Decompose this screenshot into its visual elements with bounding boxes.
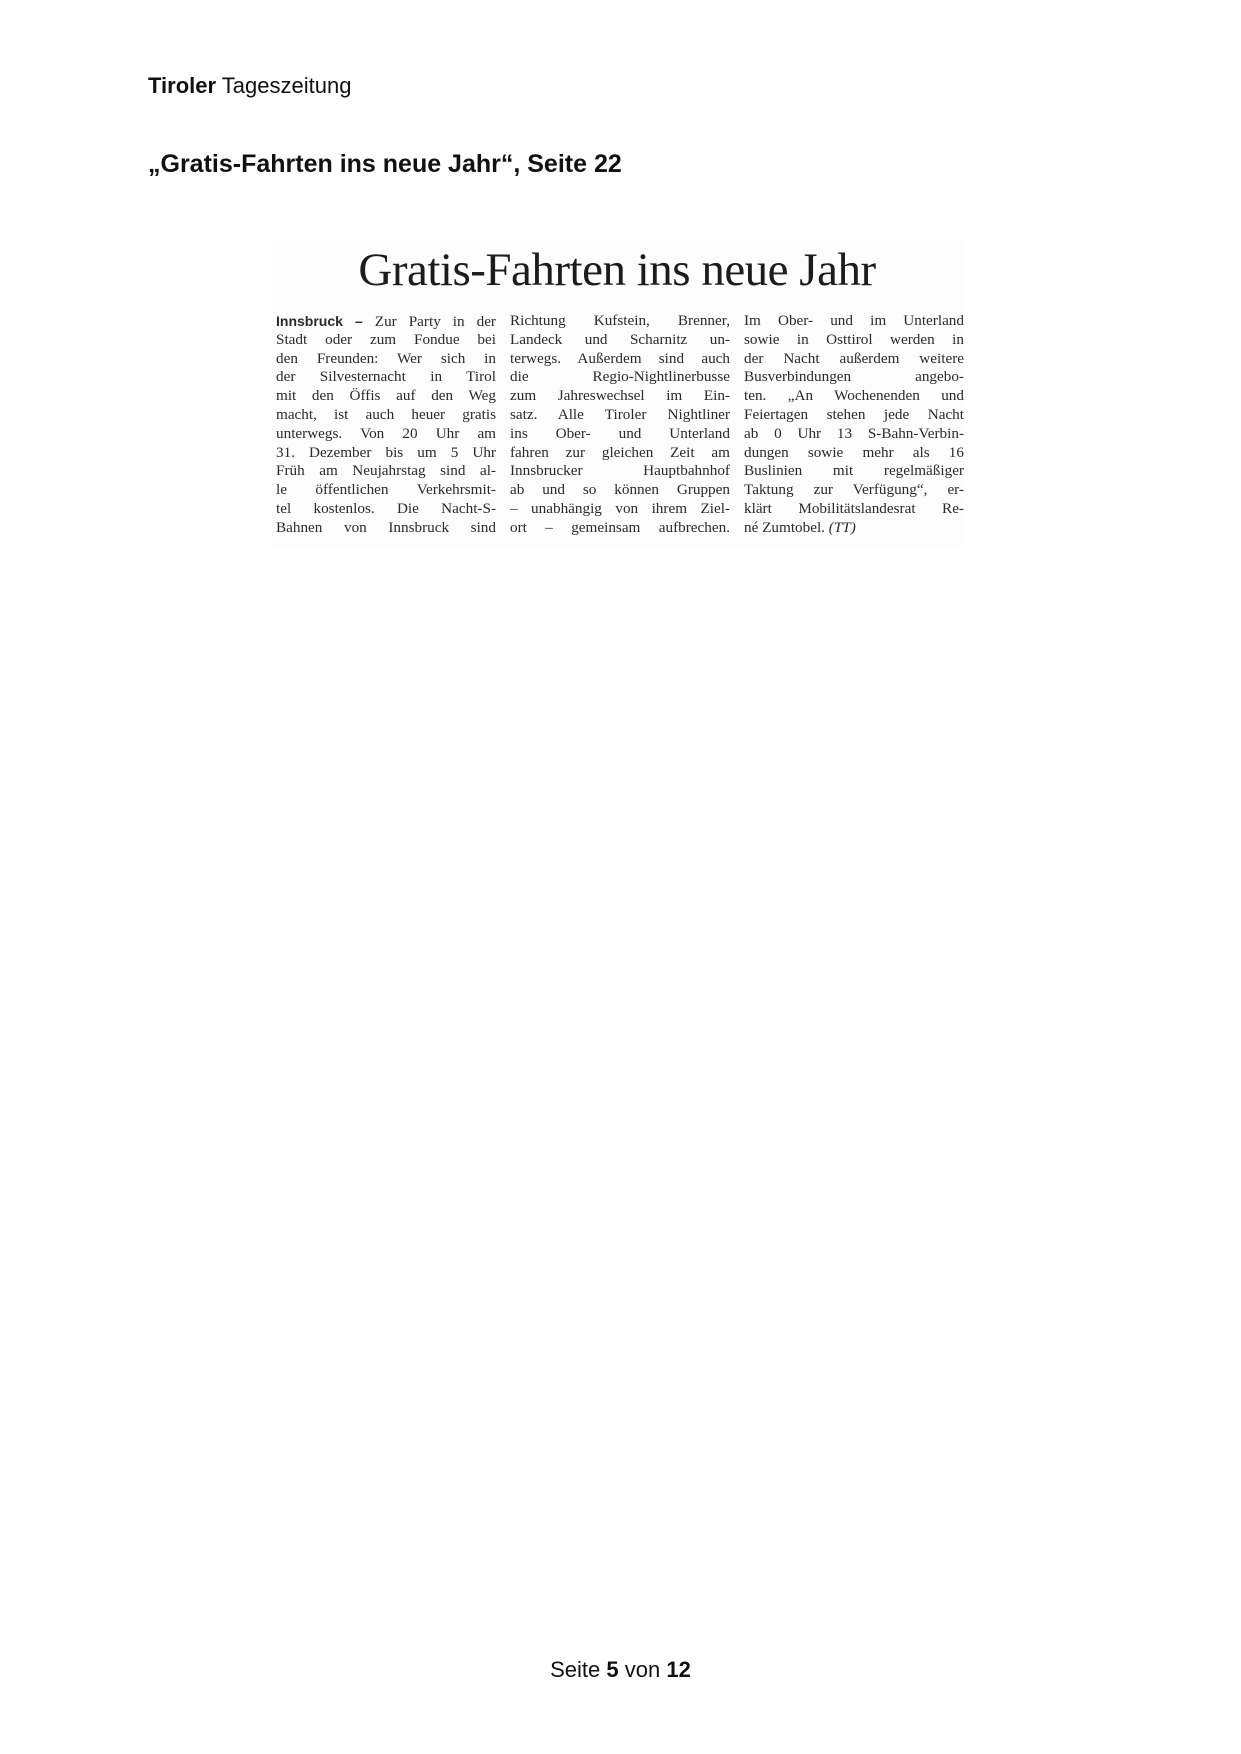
article-line: Früh am Neujahrstag sind al- <box>276 462 496 480</box>
article-line: Busverbindungen angebo- <box>744 368 964 386</box>
article-line: 31. Dezember bis um 5 Uhr <box>276 443 496 461</box>
article-line: Buslinien mit regelmäßiger <box>744 462 964 480</box>
publication-name-bold: Tiroler <box>148 73 217 98</box>
publication-name <box>148 72 351 100</box>
article-dateline: Innsbruck – <box>276 313 363 329</box>
article-line: ab und so können Gruppen <box>510 481 730 499</box>
article-line: fahren zur gleichen Zeit am <box>510 443 730 461</box>
article-line: dungen sowie mehr als 16 <box>744 443 964 461</box>
article-line: Richtung Kufstein, Brenner, <box>510 312 730 329</box>
article-line: Bahnen von Innsbruck sind <box>276 518 496 536</box>
article-line: terwegs. Außerdem sind auch <box>510 349 730 367</box>
article-line: macht, ist auch heuer gratis <box>276 405 496 423</box>
article-signoff: (TT) <box>828 518 856 536</box>
article-line: unterwegs. Von 20 Uhr am <box>276 424 496 442</box>
document-title: „Gratis-Fahrten ins neue Jahr“, Seite 22 <box>148 150 622 178</box>
page-number-prefix: Seite <box>550 1657 601 1682</box>
article-line: der Silvesternacht in Tirol <box>276 368 496 386</box>
article-line: Feiertagen stehen jede Nacht <box>744 405 964 423</box>
page-number-separator: von <box>624 1657 661 1682</box>
article-line: Innsbruck – Zur Party in der <box>276 313 496 330</box>
article-line: Stadt oder zum Fondue bei <box>276 330 496 348</box>
article-column-3 <box>744 312 964 538</box>
article-line: Landeck und Scharnitz un- <box>510 330 730 348</box>
article-headline: Gratis-Fahrten ins neue Jahr <box>358 244 876 296</box>
article-line: zum Jahreswechsel im Ein- <box>510 387 730 405</box>
article-line: ten. „An Wochenenden und <box>744 387 964 405</box>
article-line: den Freunden: Wer sich in <box>276 349 496 367</box>
article-line: ab 0 Uhr 13 S-Bahn-Verbin- <box>744 424 964 442</box>
article-line: – unabhängig von ihrem Ziel- <box>510 499 730 517</box>
article-line: satz. Alle Tiroler Nightliner <box>510 405 730 423</box>
publication-name-rest: Tageszeitung <box>221 73 352 98</box>
article-line: Im Ober- und im Unterland <box>744 312 964 329</box>
article-line: klärt Mobilitätslandesrat Re- <box>744 499 964 517</box>
article-line: ins Ober- und Unterland <box>510 424 730 442</box>
article-line: sowie in Osttirol werden in <box>744 330 964 348</box>
article-line: Taktung zur Verfügung“, er- <box>744 481 964 499</box>
article-line: die Regio-Nightlinerbusse <box>510 368 730 386</box>
article-line: mit den Öffis auf den Weg <box>276 387 496 405</box>
page-number <box>0 1656 1241 1684</box>
article-line: tel kostenlos. Die Nacht-S- <box>276 499 496 517</box>
article-column-2 <box>510 312 730 538</box>
current-page-number: 5 <box>606 1657 619 1682</box>
newspaper-clipping <box>272 240 962 546</box>
article-line: ort – gemeinsam aufbrechen. <box>510 518 730 536</box>
article-line: né Zumtobel. (TT) <box>744 518 856 536</box>
article-line: der Nacht außerdem weitere <box>744 349 964 367</box>
article-line: le öffentlichen Verkehrsmit- <box>276 481 496 499</box>
total-page-count: 12 <box>666 1657 691 1682</box>
article-column-1 <box>276 312 496 538</box>
article-line: Innsbrucker Hauptbahnhof <box>510 462 730 480</box>
